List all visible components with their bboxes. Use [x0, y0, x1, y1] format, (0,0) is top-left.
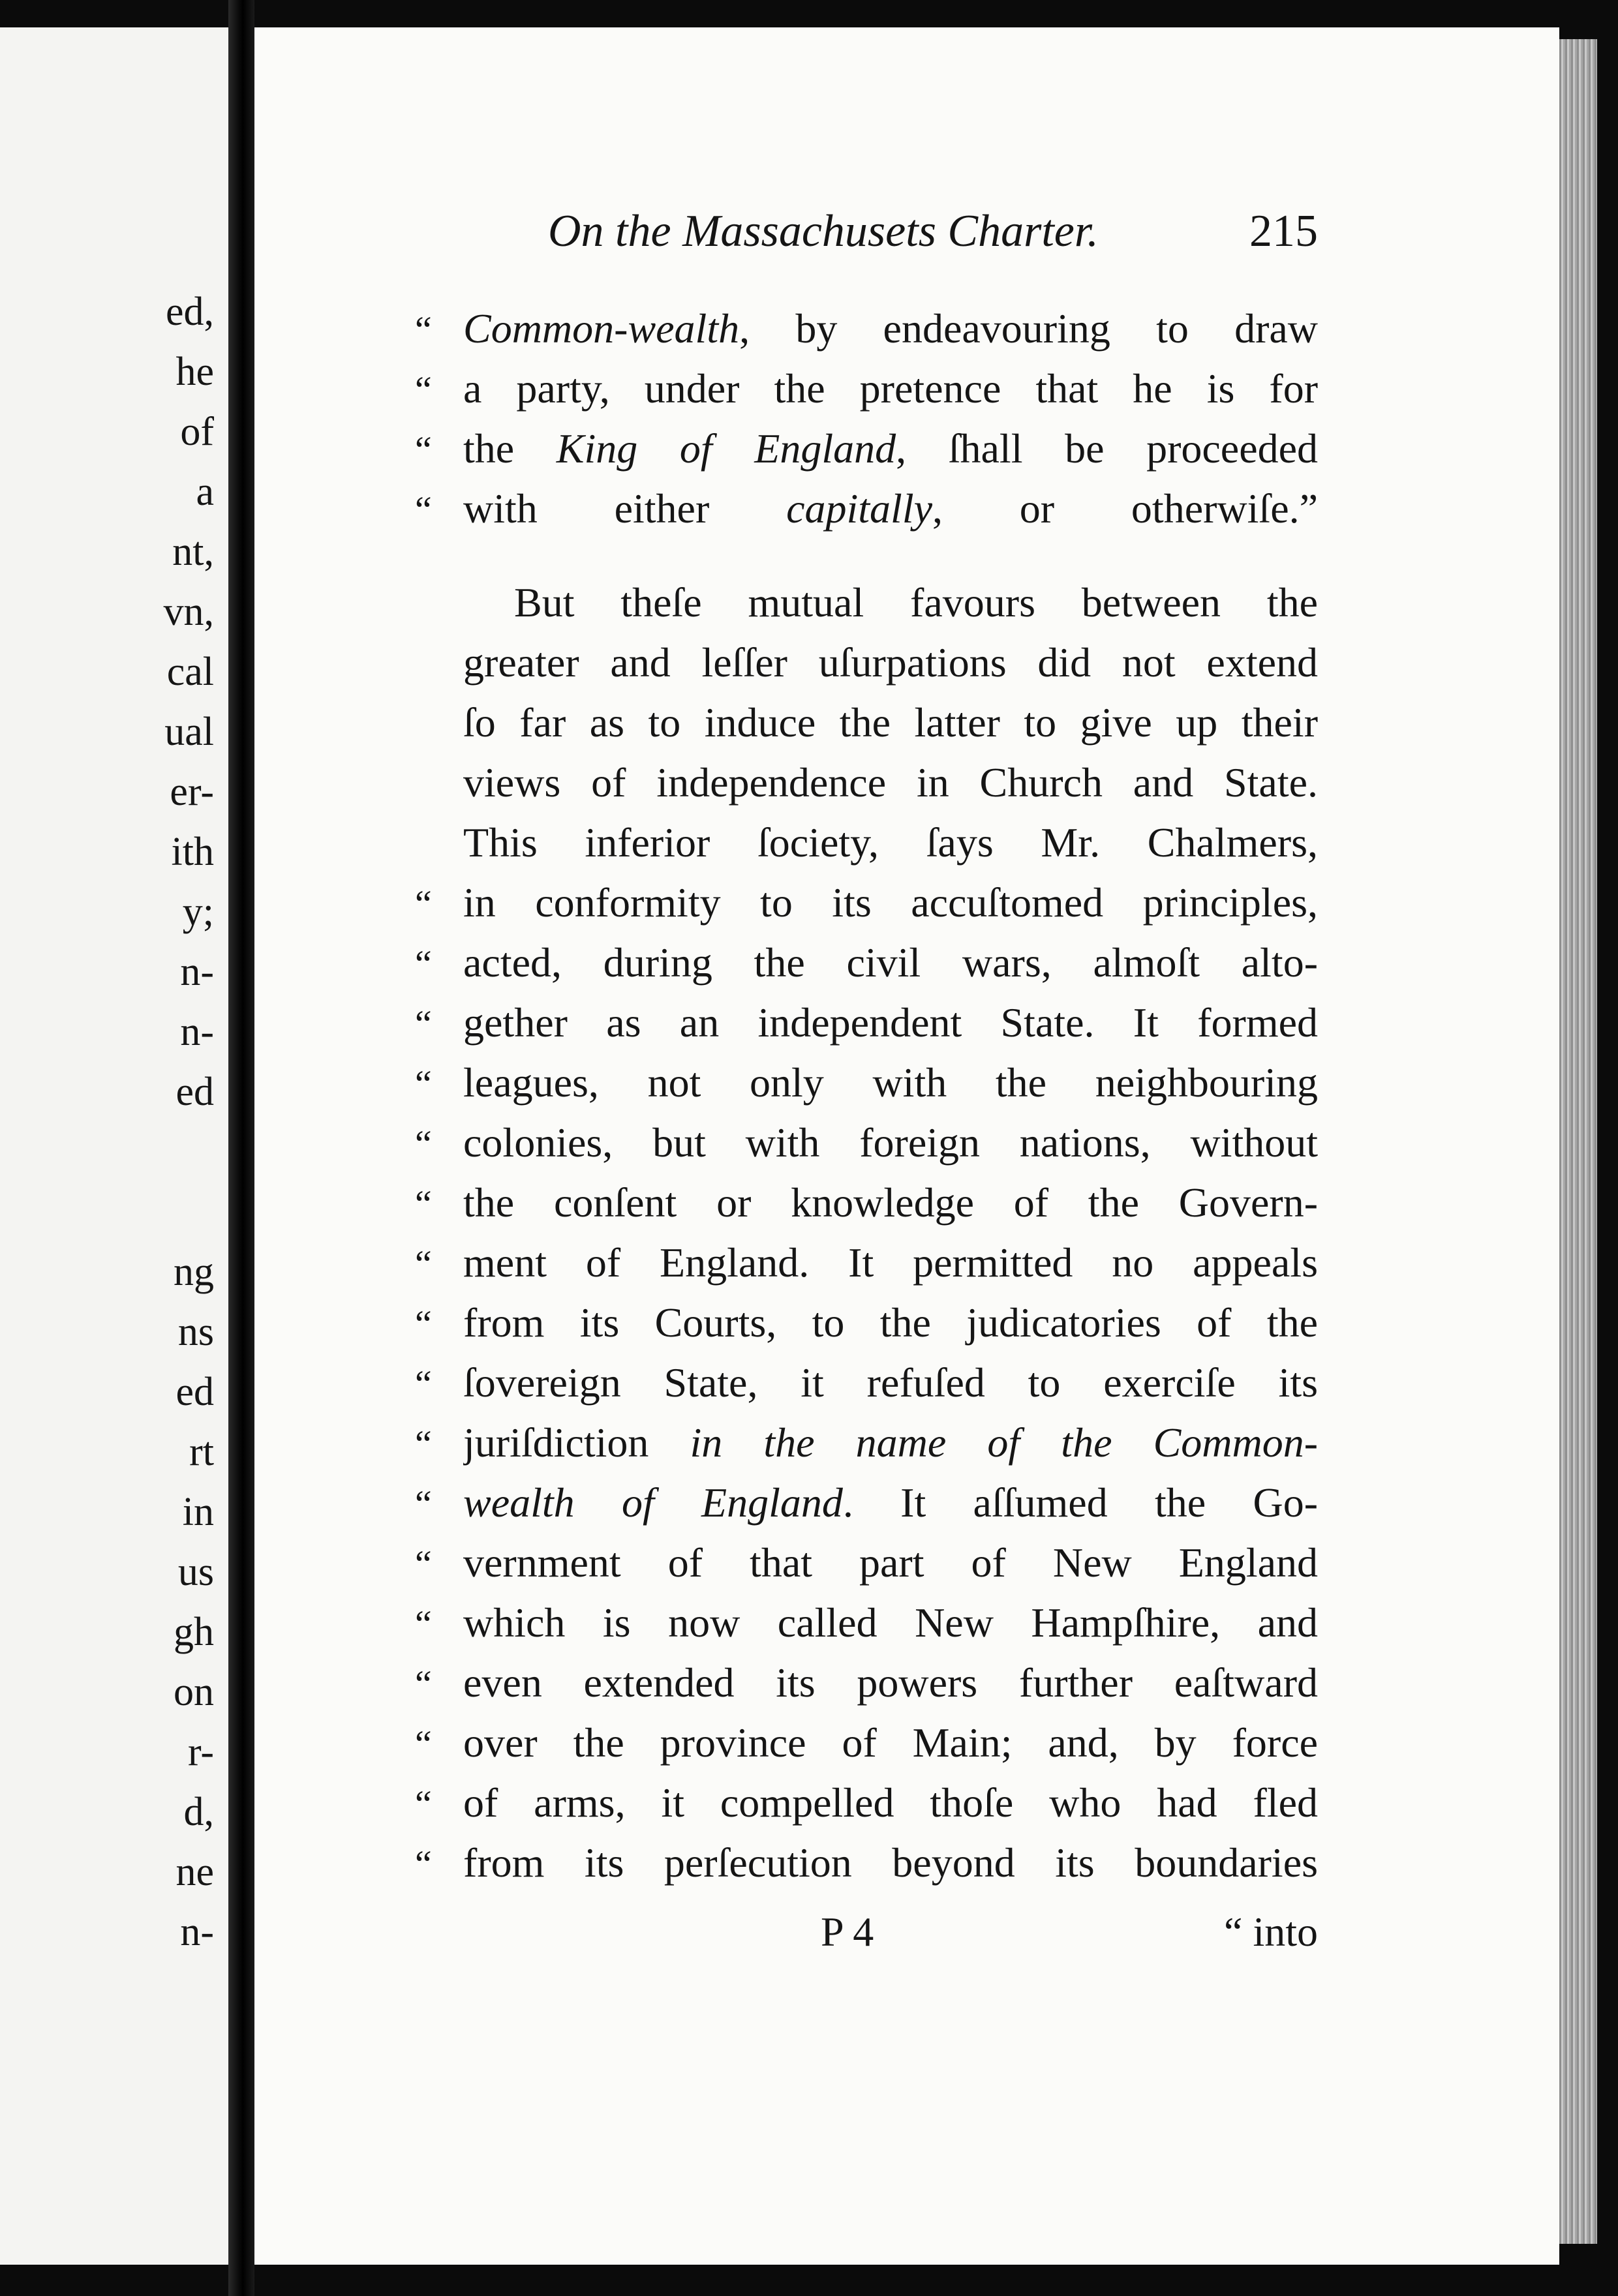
quote-mark: “: [415, 1423, 432, 1465]
left-page-fragment: y;: [182, 890, 214, 934]
text-line: [415, 479, 1318, 539]
text-line: [415, 693, 1318, 753]
left-page-fragment: us: [177, 1550, 214, 1594]
quote-mark: “: [415, 943, 432, 985]
quote-mark: “: [415, 489, 432, 531]
left-page-fragment: ns: [177, 1310, 214, 1354]
text-line: [415, 359, 1318, 419]
line-text: [463, 1713, 1318, 1773]
quote-mark: “: [415, 1303, 432, 1345]
text-run: from its Courts, to the judicatories of the: [463, 1299, 1318, 1346]
line-text: [463, 419, 1318, 479]
line-text: [463, 933, 1318, 993]
left-page-fragment: ng: [174, 1250, 214, 1294]
text-run: ſovereign State, it refuſed to exerciſe its: [463, 1359, 1318, 1406]
text-run: of arms, it compelled thoſe who had fled: [463, 1779, 1318, 1826]
text-line: [415, 1593, 1318, 1653]
text-line: [415, 1713, 1318, 1773]
line-text: [463, 359, 1318, 419]
quote-mark: “: [415, 1603, 432, 1645]
text-line: [415, 1233, 1318, 1293]
line-text: [463, 1593, 1318, 1653]
italic-run: in the name of the Common-: [690, 1419, 1318, 1466]
text-run: ment of England. It permitted no appeals: [463, 1239, 1318, 1286]
text-run: vernment of that part of New England: [463, 1539, 1318, 1586]
text-line: [415, 419, 1318, 479]
quote-mark: “: [415, 1543, 432, 1585]
text-run: which is now called New Hampſhire, and: [463, 1599, 1318, 1646]
line-text: [463, 1773, 1318, 1833]
quote-mark: “: [415, 1123, 432, 1165]
page-number: 215: [1249, 206, 1318, 256]
left-page-fragment: nt,: [172, 530, 214, 574]
left-page-fragment: he: [176, 350, 214, 394]
text-run: over the province of Main; and, by force: [463, 1719, 1318, 1766]
left-page-fragment: gh: [174, 1610, 214, 1654]
text-line: [415, 813, 1318, 873]
text-line: [415, 1833, 1318, 1893]
text-run: gether as an independent State. It formed: [463, 999, 1318, 1046]
text-run: a party, under the pretence that he is for: [463, 365, 1318, 412]
text-run: But theſe mutual favours between the: [514, 579, 1318, 626]
line-text: [463, 1473, 1318, 1533]
left-page-fragment: ual: [164, 710, 214, 754]
italic-run: wealth of England: [463, 1479, 843, 1526]
left-page-fragment: vn,: [163, 590, 214, 634]
text-run: even extended its powers further eaſtward: [463, 1659, 1318, 1706]
quote-mark: “: [415, 1723, 432, 1765]
line-text: [463, 479, 1318, 539]
running-head: [548, 202, 1318, 261]
line-text: [463, 1293, 1318, 1353]
text-run: leagues, not only with the neighbouring: [463, 1059, 1318, 1106]
text-run: colonies, but with foreign nations, without: [463, 1119, 1318, 1166]
text-line: [415, 573, 1318, 633]
text-line: [415, 1173, 1318, 1233]
text-run: , ſhall be proceeded: [896, 425, 1318, 472]
quote-mark: “: [415, 1843, 432, 1885]
left-page-fragment: [164, 1122, 215, 1182]
text-line: [415, 1353, 1318, 1413]
line-text: [463, 1053, 1318, 1113]
line-text: [463, 993, 1318, 1053]
text-line: [415, 1773, 1318, 1833]
text-run: the conſent or knowledge of the Govern-: [463, 1179, 1318, 1226]
left-page-fragment: a: [196, 470, 214, 514]
line-text: [463, 693, 1318, 753]
quote-mark: “: [415, 369, 432, 411]
text-run: with either: [463, 485, 787, 532]
left-page-fragment: n-: [180, 1910, 214, 1954]
left-page-fragment: r-: [187, 1730, 214, 1774]
line-text: [463, 753, 1318, 813]
text-line: [415, 753, 1318, 813]
left-page-fragment: ed: [176, 1370, 214, 1414]
text-run: juriſdiction: [463, 1419, 690, 1466]
line-text: [463, 299, 1318, 359]
quote-mark: “: [415, 1003, 432, 1045]
left-page-fragment: n-: [180, 1010, 214, 1054]
text-run: . It aſſumed the Go-: [842, 1479, 1318, 1526]
text-line: [415, 1653, 1318, 1713]
quote-mark: “: [415, 1363, 432, 1405]
line-text: [463, 813, 1318, 873]
left-page: [0, 27, 228, 2265]
line-text: [463, 1173, 1318, 1233]
text-run: acted, during the civil wars, almoſt alto-: [463, 939, 1318, 986]
line-text: [463, 1113, 1318, 1173]
body-text: [415, 299, 1318, 1893]
quote-mark: “: [415, 1783, 432, 1825]
text-run: from its perſecution beyond its boundaries: [463, 1839, 1318, 1886]
left-page-fragment: in: [182, 1490, 214, 1534]
page-footer: [415, 1902, 1318, 1962]
left-page-fragment: ith: [171, 830, 214, 874]
text-line: [415, 1473, 1318, 1533]
text-line: [415, 299, 1318, 359]
text-run: ſo far as to induce the latter to give up their: [463, 699, 1318, 746]
text-run: in conformity to its accuſtomed principles,: [463, 879, 1318, 926]
text-run: the: [463, 425, 557, 472]
quote-mark: “: [415, 1663, 432, 1705]
text-line: [415, 633, 1318, 693]
text-line: [415, 933, 1318, 993]
quote-mark: “: [415, 1183, 432, 1225]
quote-mark: “: [415, 1243, 432, 1285]
left-page-fragment: cal: [166, 650, 214, 694]
text-line: [415, 1113, 1318, 1173]
text-run: , by endeavouring to draw: [739, 305, 1318, 352]
page-edges: [1559, 39, 1597, 2244]
text-run: greater and leſſer uſurpations did not extend: [463, 639, 1318, 686]
text-run: views of independence in Church and State.: [463, 759, 1318, 806]
quote-mark: “: [415, 1063, 432, 1105]
signature-mark: P 4: [821, 1909, 874, 1955]
left-page-fragment: er-: [170, 770, 214, 814]
line-text: [463, 1413, 1318, 1473]
left-page-fragment: ed,: [165, 290, 214, 334]
text-line: [415, 873, 1318, 933]
italic-run: Common-wealth: [463, 305, 740, 352]
line-text: [463, 633, 1318, 693]
quote-mark: “: [415, 309, 432, 351]
text-line: [415, 1053, 1318, 1113]
text-line: [415, 1533, 1318, 1593]
text-line: [415, 1413, 1318, 1473]
running-head-title: On the Massachusets Charter.: [548, 206, 1099, 256]
line-text: [463, 1353, 1318, 1413]
book-gutter: [228, 0, 254, 2296]
left-page-fragment: ed: [176, 1070, 214, 1114]
text-line: [415, 993, 1318, 1053]
text-run: , or otherwiſe.”: [932, 485, 1318, 532]
quote-mark: “: [415, 429, 432, 471]
text-line: [415, 1293, 1318, 1353]
left-page-text-fragments: [164, 282, 215, 1962]
line-text: [463, 1233, 1318, 1293]
italic-run: King of England: [556, 425, 896, 472]
text-run: This inferior ſociety, ſays Mr. Chalmers,: [463, 819, 1318, 866]
italic-run: capitally: [786, 485, 932, 532]
line-text: [463, 573, 1318, 633]
left-page-fragment: ne: [176, 1850, 214, 1894]
left-page-fragment: [164, 1182, 215, 1242]
quote-mark: “: [415, 883, 432, 925]
left-page-fragment: d,: [183, 1790, 214, 1834]
catchword: “ into: [1224, 1909, 1318, 1955]
line-text: [463, 1653, 1318, 1713]
left-page-fragment: n-: [180, 950, 214, 994]
scan-border: [1597, 0, 1618, 2296]
left-page-fragment: on: [174, 1670, 214, 1714]
left-page-fragment: of: [180, 410, 214, 454]
quote-mark: “: [415, 1483, 432, 1525]
line-text: [463, 1833, 1318, 1893]
left-page-fragment: rt: [189, 1430, 214, 1474]
line-text: [463, 1533, 1318, 1593]
line-text: [463, 873, 1318, 933]
